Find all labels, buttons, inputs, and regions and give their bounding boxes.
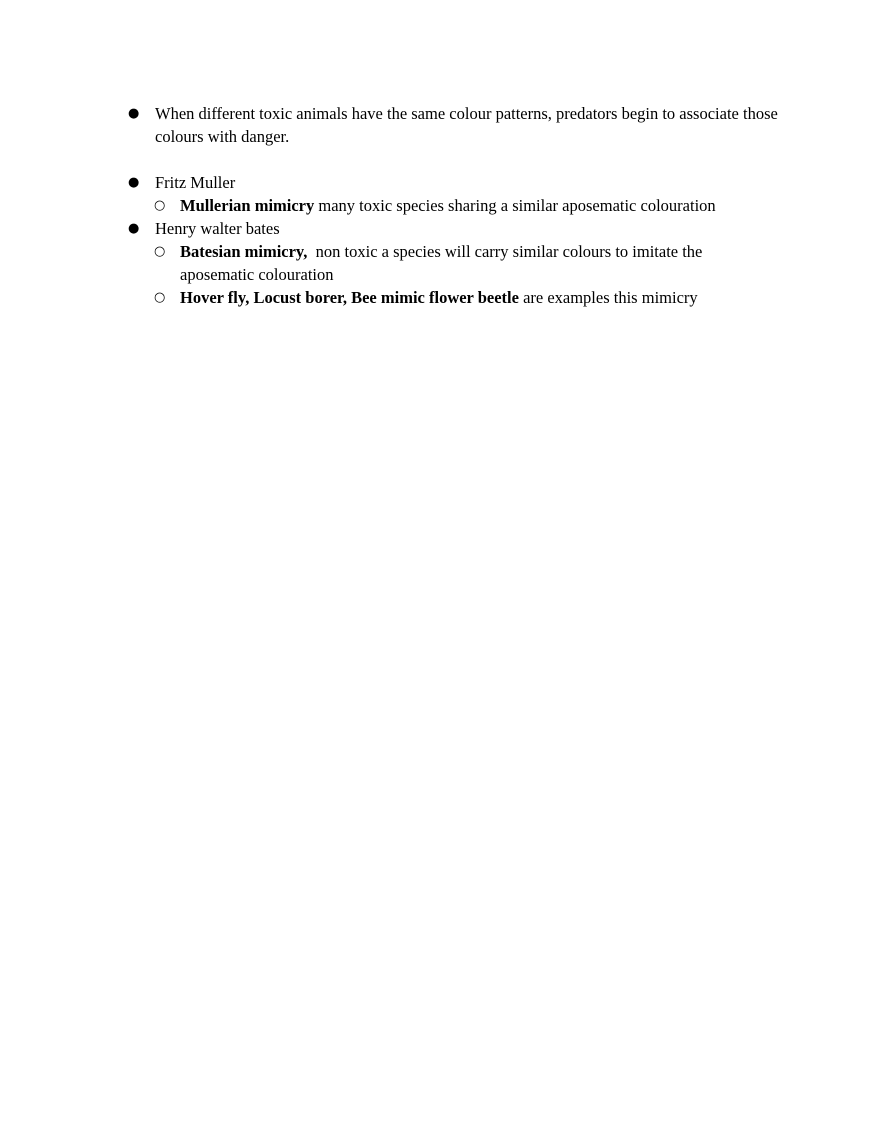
sub-item-text: are examples this mimicry xyxy=(518,288,698,307)
bullet-list xyxy=(128,102,778,309)
bold-term: Mullerian mimicry xyxy=(180,196,315,215)
sub-item-text: non toxic a species will carry similar colours to imitate the aposematic colouration xyxy=(180,242,707,284)
bullet-icon: ● xyxy=(128,106,140,121)
list-item-text: When different toxic animals have the same colour patterns, predators begin to associate those colours with danger. xyxy=(155,104,778,146)
list-item-henry-walter-bates xyxy=(128,217,778,309)
bullet-icon: ● xyxy=(128,221,140,236)
hollow-bullet-icon: ○ xyxy=(154,244,166,259)
sub-list xyxy=(128,240,778,309)
bold-term: Hover fly, Locust borer, Bee mimic flower beetle xyxy=(180,288,519,307)
list-item-toxic-animals xyxy=(128,102,778,148)
blank-line xyxy=(128,148,778,171)
sub-item-examples xyxy=(128,286,778,309)
list-item-text: Henry walter bates xyxy=(155,219,280,238)
bold-term: Batesian mimicry, xyxy=(180,242,308,261)
sub-item-text: many toxic species sharing a similar aposematic colouration xyxy=(314,196,716,215)
hollow-bullet-icon: ○ xyxy=(154,290,166,305)
sub-item-batesian-mimicry xyxy=(128,240,778,286)
sub-item-mullerian-mimicry xyxy=(128,194,778,217)
sub-list xyxy=(128,194,778,217)
list-item-fritz-muller xyxy=(128,171,778,217)
document-body xyxy=(128,102,778,309)
hollow-bullet-icon: ○ xyxy=(154,198,166,213)
list-item-text: Fritz Muller xyxy=(155,173,236,192)
bullet-icon: ● xyxy=(128,175,140,190)
